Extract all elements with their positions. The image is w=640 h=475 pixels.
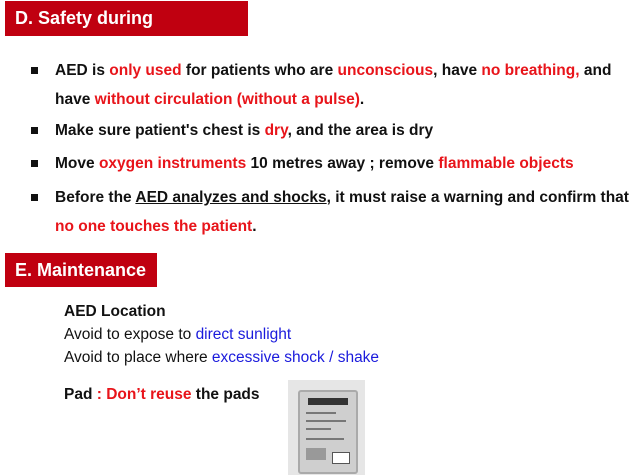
text: , it must raise a warning and confirm that (326, 189, 629, 206)
text: the pads (191, 386, 260, 403)
highlight: no breathing, (481, 62, 580, 79)
aed-pad-image (288, 380, 365, 475)
pad-package (298, 390, 358, 474)
highlight: no one touches the patient (55, 218, 253, 235)
text: Before the (55, 189, 136, 206)
text: , and the area is dry (287, 122, 434, 139)
bullet-aed-usage (55, 56, 635, 114)
text: and have (55, 62, 612, 108)
aed-location-title: AED Location (64, 303, 166, 320)
section-d-header: D. Safety during operation (5, 1, 248, 36)
highlight: only used (109, 62, 182, 79)
text: . (359, 91, 365, 108)
text: Avoid to expose to (64, 326, 196, 343)
highlight: excessive shock / shake (211, 349, 380, 366)
bullet-dry-chest (55, 116, 635, 145)
highlight: direct sunlight (195, 326, 292, 343)
highlight: oxygen instruments (98, 155, 247, 172)
bullet-oxygen (55, 149, 635, 178)
underlined-text: AED analyzes and shocks (135, 189, 327, 206)
text: . (252, 218, 257, 235)
location-line-shock (64, 347, 379, 369)
text: Pad (64, 386, 93, 403)
text: 10 metres away ; remove (246, 155, 439, 172)
highlight: flammable objects (438, 155, 574, 172)
pad-line (64, 384, 260, 406)
highlight: : Don’t reuse (92, 386, 192, 403)
bullet-warning (55, 183, 635, 241)
text: Move (55, 155, 99, 172)
highlight: unconscious (337, 62, 434, 79)
text: , have (433, 62, 482, 79)
highlight: dry (264, 122, 288, 139)
text: Make sure patient's chest is (55, 122, 265, 139)
location-line-sunlight (64, 324, 291, 346)
text: Avoid to place where (64, 349, 212, 366)
highlight: without circulation (without a pulse) (94, 91, 360, 108)
section-e-header: E. Maintenance (5, 253, 157, 287)
text: for patients who are (181, 62, 338, 79)
text: AED is (55, 62, 110, 79)
